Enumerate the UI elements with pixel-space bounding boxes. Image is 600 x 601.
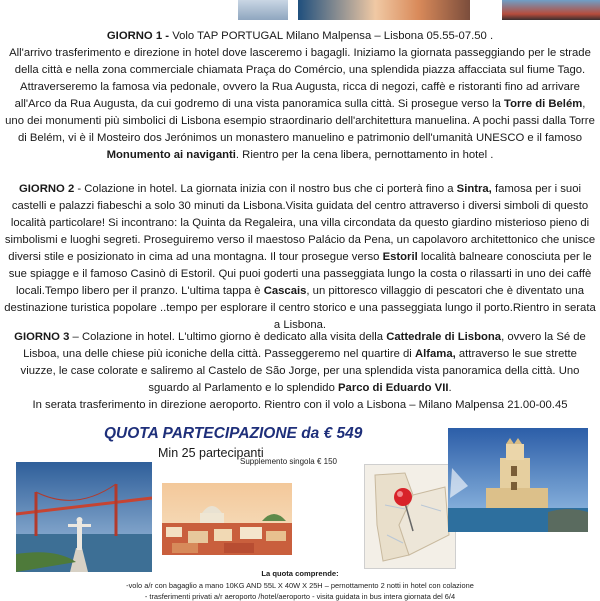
day-1-label: GIORNO 1 [106, 30, 163, 42]
day-3-text-c: attraverso le sue strette viuzze, le case colorate e saliremo al Castelo de São Jorge, per una splendida vista panoramica della città. Uno sguardo al Parlamento e lo splendido [20, 348, 580, 394]
day-2-label: GIORNO 2 [18, 183, 75, 195]
day-3-label: GIORNO 3 [14, 331, 70, 343]
day-1-text-c: . Rientro per la cena libera, pernottamento in hotel . [235, 149, 494, 161]
photo-map-pin [364, 464, 456, 569]
day-2-estoril: Estoril [382, 251, 418, 263]
included-line-1: -volo a/r con bagaglio a mano 10KG AND 55L X 40W X 25H – pernottamento 2 notti in hotel con colazione [126, 581, 474, 590]
day-2-text-d: , un pittoresco villaggio di pescatori che è diventato una destinazione turistica popolare ..tempo per esplorare il centro storico e una passeggiata lungo il porto.Rientro in serata a Lisbona. [4, 285, 596, 331]
day-1-monument: Monumento ai naviganti [106, 149, 236, 161]
day-2-cascais: Cascais [263, 285, 307, 297]
day-1-belem-tower: Torre di Belém [504, 98, 583, 110]
min-participants: Min 25 partecipanti [158, 446, 264, 460]
day-1-separator: - [162, 30, 173, 42]
photo-lisbon-bridge [502, 0, 600, 20]
day-2-text-c: località balneare conosciuta per le sue spiagge e il famoso Casinò di Estoril. Qui puoi goderti una passeggiata lungo la costa o rilassarti in uno dei caffè locali.Tempo libero per il pranzo. L'ultima tappa è [8, 251, 592, 297]
day-3-park: Parco di Eduardo VII [338, 382, 449, 394]
photo-belem-tower [448, 428, 588, 532]
day-3-cathedral: Cattedrale di Lisbona [386, 331, 502, 343]
day-2-text-a: - Colazione in hotel. La giornata inizia con il nostro bus che ci porterà fino a [74, 183, 457, 195]
photo-lisbon-sky [238, 0, 288, 20]
day-1-text-a: All'arrivo trasferimento e direzione in hotel dove lasceremo i bagagli. Iniziamo la giornata passeggiando per le strade della città e nella zona commerciale chiamata Praça do Comércio, una splendida piazza affacciata sul fiume Tago. Attraverseremo la famosa via pedonale, ovvero la Rua Augusta, ricca di negozi, caffè e ristoranti fino ad arrivare all'Arco da Rua Augusta, da cui godremo di una vista panoramica sulla città. Si prosegue verso la [9, 47, 591, 110]
single-supplement: Supplemento singola € 150 [240, 457, 337, 466]
day-3-alfama: Alfama, [414, 348, 456, 360]
day-3-text-d: . [448, 382, 452, 394]
day-1-flight: Volo TAP PORTUGAL Milano Malpensa – Lisbona 05.55-07.50 . [172, 30, 494, 42]
day-3-text-a: – Colazione in hotel. L'ultimo giorno è dedicato alla visita della [69, 331, 387, 343]
day-1-paragraph [4, 28, 596, 164]
included-title: La quota comprende: [261, 569, 339, 578]
top-photo-strip [0, 0, 600, 20]
day-1-text-b: , uno dei monumenti più simbolici di Lisbona esempio straordinario dell'architettura manuelina. A pochi passi dalla Torre di Belém, vi è il Mosteiro dos Jerónimos un monastero manuelino e patrimonio dell'umanità UNESCO e il famoso [5, 98, 595, 144]
day-2-paragraph [4, 181, 596, 334]
photo-cristo-rei [16, 462, 152, 572]
day-3-text-b: , ovvero la Sé de Lisboa, una delle chiese più iconiche della città. Passeggeremo nel quartire di [23, 331, 586, 360]
included-line-2: - trasferimenti privati a/r aeroporto /hotel/aeroporto - visita guidata in bus intera giornata del 6/4 [144, 592, 456, 601]
price-title: QUOTA PARTECIPAZIONE da € 549 [104, 425, 363, 442]
day-3-return: In serata trasferimento in direzione aeroporto. Rientro con il volo a Lisbona – Milano Malpensa 21.00-00.45 [32, 399, 568, 411]
photo-lisbon-sunset [298, 0, 470, 20]
day-3-paragraph [4, 329, 596, 414]
day-2-text-b: famosa per i suoi castelli e palazzi fiabeschi a solo 30 minuti da Lisbona.Visita guidata del centro attraverso i diversi simboli di questo località particolare! Si incontrano: la Quinta da Regaleira, una villa circondata da questo giardino misterioso pieno di simbolismi e luoghi segreti. Proseguiremo verso il maestoso Palácio da Pena, un capolavoro architettonico che unisce diversi stile e posizionato in cima ad una montagna. Il tour prosegue verso [4, 183, 596, 263]
photo-lisbon-rooftops [162, 483, 292, 555]
day-2-sintra: Sintra, [456, 183, 492, 195]
